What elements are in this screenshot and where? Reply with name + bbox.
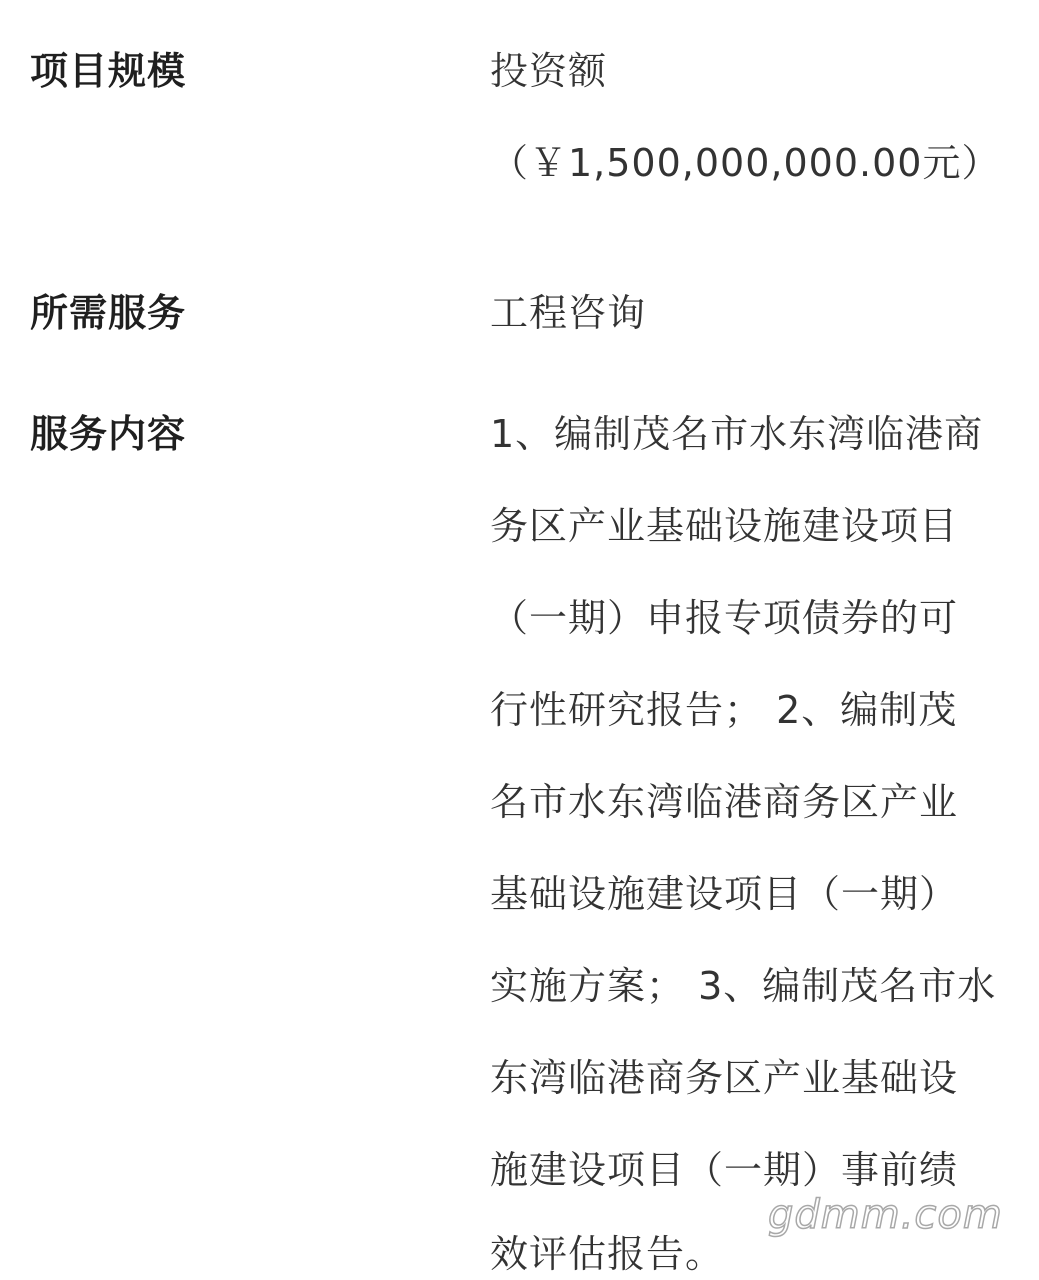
service-content-line: 实施方案； 3、编制茂名市水 xyxy=(490,964,997,1008)
service-content-label: 服务内容 xyxy=(30,412,187,456)
service-content-line: 效评估报告。 xyxy=(490,1232,725,1276)
service-content-line: 行性研究报告； 2、编制茂 xyxy=(490,688,958,732)
required-service-value: 工程咨询 xyxy=(490,291,647,335)
service-content-line: 基础设施建设项目（一期） xyxy=(490,872,959,916)
investment-label: 投资额 xyxy=(490,49,608,93)
investment-amount: （￥1,500,000,000.00元） xyxy=(490,141,1001,185)
service-content-line: 务区产业基础设施建设项目 xyxy=(490,504,959,548)
service-content-line: 1、编制茂名市水东湾临港商 xyxy=(490,412,984,456)
watermark: gdmm.com xyxy=(768,1192,1003,1238)
service-content-line: 名市水东湾临港商务区产业 xyxy=(490,780,959,824)
service-content-line: 东湾临港商务区产业基础设 xyxy=(490,1056,959,1100)
service-content-line: （一期）申报专项债券的可 xyxy=(490,596,959,640)
required-service-label: 所需服务 xyxy=(30,291,187,335)
service-content-line: 施建设项目（一期）事前绩 xyxy=(490,1148,959,1192)
project-scale-label: 项目规模 xyxy=(30,49,187,93)
